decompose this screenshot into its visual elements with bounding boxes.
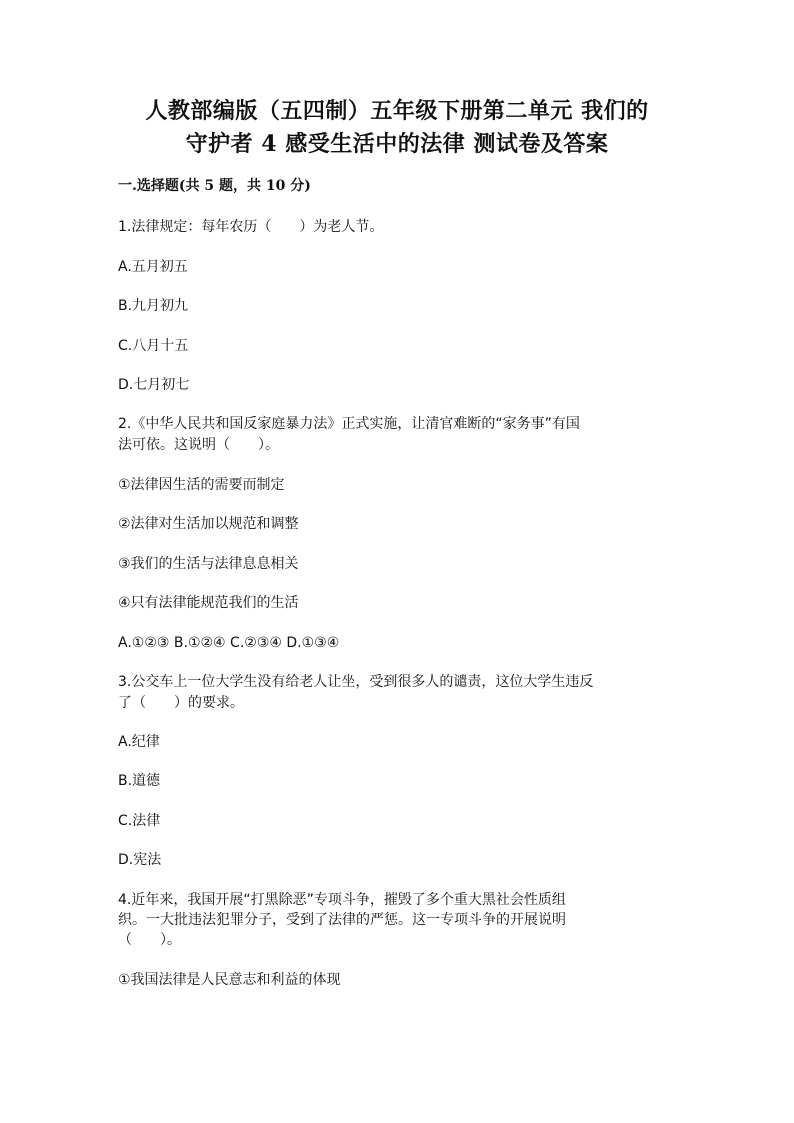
question-3-option-d: D.宪法	[118, 852, 162, 868]
question-1-option-b: B.九月初九	[118, 298, 189, 314]
question-2-stem-line-1: 2.《中华人民共和国反家庭暴力法》正式实施，让清官难断的“家务事”有国	[118, 416, 580, 432]
question-3-option-a: A.纪律	[118, 734, 160, 750]
question-1-option-a: A.五月初五	[118, 259, 188, 275]
question-3-stem-line-1: 3.公交车上一位大学生没有给老人让坐，受到很多人的谴责，这位大学生违反	[118, 674, 594, 690]
section-heading: 一.选择题(共 5 题，共 10 分)	[118, 178, 311, 194]
question-4-statement-1: ①我国法律是人民意志和利益的体现	[118, 972, 341, 988]
question-2-statement-4: ④只有法律能规范我们的生活	[118, 595, 299, 611]
document-title-line-2: 守护者 4 感受生活中的法律 测试卷及答案	[185, 131, 609, 157]
question-1-option-d: D.七月初七	[118, 377, 190, 393]
question-2-statement-2: ②法律对生活加以规范和调整	[118, 516, 299, 532]
question-3-option-b: B.道德	[118, 773, 161, 789]
question-3-option-c: C.法律	[118, 813, 161, 829]
question-2-statement-1: ①法律因生活的需要而制定	[118, 477, 285, 493]
question-3-stem-line-2: 了（ ）的要求。	[118, 695, 244, 711]
question-4-stem-line-3: （ ）。	[118, 932, 181, 948]
question-4-stem-line-2: 织。一大批违法犯罪分子，受到了法律的严惩。这一专项斗争的开展说明	[118, 912, 566, 928]
question-1-stem: 1.法律规定：每年农历（ ）为老人节。	[118, 219, 384, 235]
question-4-stem-line-1: 4.近年来，我国开展“打黑除恶”专项斗争，摧毁了多个重大黑社会性质组	[118, 892, 566, 908]
question-2-stem-line-2: 法可依。这说明（ ）。	[118, 437, 279, 453]
question-2-statement-3: ③我们的生活与法律息息相关	[118, 556, 299, 572]
question-1-option-c: C.八月十五	[118, 338, 189, 354]
question-2-answer-choices: A.①②③ B.①②④ C.②③④ D.①③④	[118, 635, 340, 651]
document-title-line-1: 人教部编版（五四制）五年级下册第二单元 我们的	[145, 98, 649, 124]
